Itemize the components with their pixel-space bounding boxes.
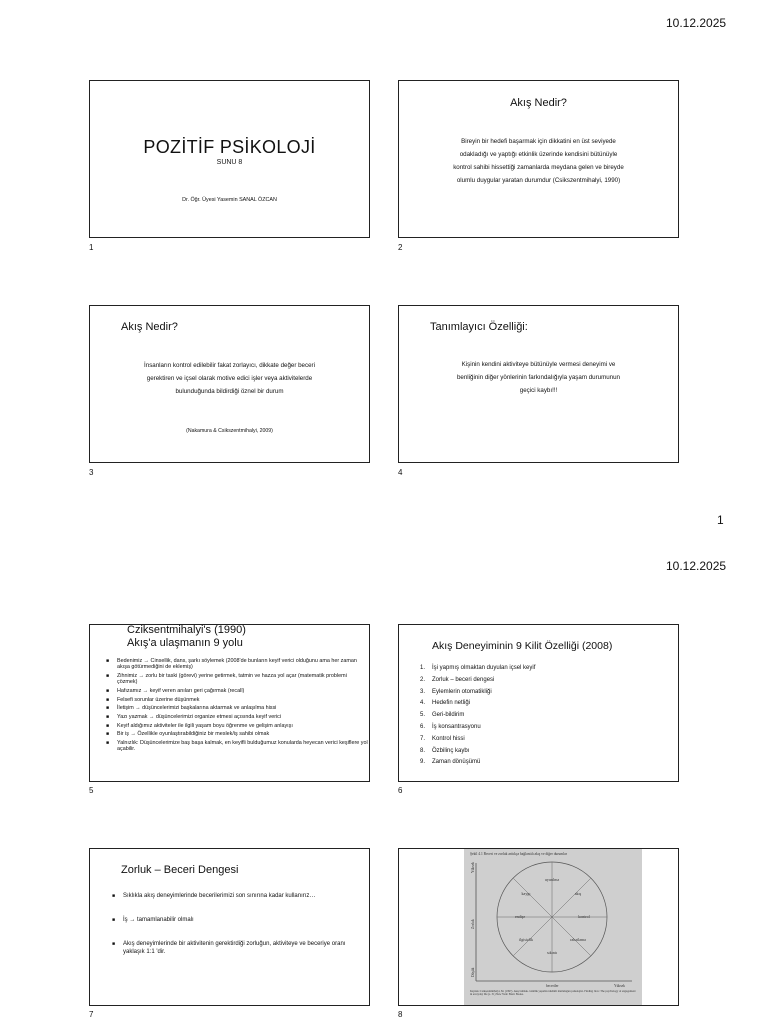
segment-label: akış <box>574 891 582 896</box>
slide-title: Akış Nedir? <box>121 321 178 333</box>
segment-label: kaygı <box>521 891 531 896</box>
list-item: 7. Kontrol hissi <box>420 735 465 742</box>
segment-label: kontrol <box>578 914 590 919</box>
page-number: 1 <box>717 513 724 527</box>
list-item: 2. Zorluk – beceri dengesi <box>420 676 495 683</box>
list-item: ■ Zihnimiz → zorlu bir taski (görevi) yerine getirmek, tatmin ve hazza yol açar (matematik problemi çözmek) <box>106 673 368 686</box>
list-item: ■ Yazı yazmak → düşüncelerimizi organize etmesi açısında keyif verici <box>106 714 368 720</box>
page2-date: 10.12.2025 <box>666 559 727 573</box>
slide-title: Zorluk – Beceri Dengesi <box>121 864 239 876</box>
bullet-list <box>106 658 368 755</box>
list-item: ■ Yalnızlık: Düşüncelerimize baş başa kalmak, en keyifli bulduğumuz konularda heyecan verici keşiflere yol açabilir. <box>106 740 368 753</box>
list-item: ■ Akış deneyimlerinde bir aktivitenin gerektirdiği zorluğun, aktiviteye ve beceriye oranı yaklaşık 1:1 'dir. <box>112 940 358 956</box>
slide-body <box>399 135 678 187</box>
slide-1[interactable] <box>89 80 370 238</box>
slide-title: Tanımlayıcı Özelliği: <box>430 321 528 333</box>
slide-number: 4 <box>398 468 403 477</box>
list-item: 6. İş konsantrasyonu <box>420 723 481 730</box>
segment-label: sıkıntı <box>546 950 558 955</box>
numbered-list <box>420 663 535 769</box>
slide-author: Dr. Öğr. Üyesi Yasemin SANAL ÖZCAN <box>182 197 277 203</box>
body-line: kontrol sahibi hissettiği zamanlarda meydana gelen ve bireyde <box>453 164 624 171</box>
body-line: olumlu duygular yaratan durumdur (Csikszentmihalyi, 1990) <box>456 177 621 184</box>
axis-y-low: Düşük <box>471 967 475 977</box>
list-item: 5. Geri-bildirim <box>420 712 465 719</box>
list-item: ■ Bedenimiz → Cinsellik, dans, şarkı söylemek (2008'de bunların keyif verici olduğunu ama her zaman akışa götürmediğini de eklemiş) <box>106 658 368 671</box>
list-item: 1. İşi yapmış olmaktan duyulan içsel keyif <box>420 665 536 671</box>
page1-date: 10.12.2025 <box>666 16 727 30</box>
body-line: geçici kaybı!!! <box>519 387 558 394</box>
slide-2[interactable] <box>398 80 679 238</box>
slide-number: 6 <box>398 786 403 795</box>
slide-number: 3 <box>89 468 94 477</box>
body-line: gerektiren ve içsel olarak motive edici işler veya aktivitelerde <box>146 375 313 382</box>
segment-label: endişe <box>514 914 526 919</box>
slide-number: 2 <box>398 243 403 252</box>
list-item: 3. Eylemlerin otomatikliği <box>420 688 492 695</box>
body-line: odakladığı ve yaptığı etkinlik üzerinde kendisini bütünüyle <box>459 151 618 158</box>
figure-caption: Şekil 4.1 Beceri ve zorluk arttıkça bağlantılı akış ve diğer durumlar <box>470 852 567 856</box>
axis-y-high: Yüksek <box>471 862 475 873</box>
scanned-figure <box>464 849 642 1006</box>
title-line: Cziksentmihalyi's (1990) <box>127 624 246 636</box>
body-line: Kişinin kendini aktiviteye bütünüyle vermesi deneyimi ve <box>461 361 616 368</box>
flow-diagram <box>464 849 642 1006</box>
slide-citation: (Nakamura & Csikszentmihalyi, 2009) <box>186 428 273 434</box>
figure-source: Kaynak: Csikszentmihalyi, M. (1997). Akış bulmak. Günlük yaşamla nitelikli mutluluğun psikolojisi. Finding flow: The psychology of engagement in everyday life (s. 31) New York: Basic Books. <box>470 990 636 997</box>
list-item: ■ İş → tamamlanabilir olmalı <box>112 916 358 924</box>
slide-number: 8 <box>398 1010 403 1019</box>
list-item: 8. Özbilinç kaybı <box>420 747 470 754</box>
slide-body <box>399 358 678 397</box>
slide-title: Akış Nedir? <box>510 97 567 109</box>
axis-x-high: Yüksek <box>614 984 625 988</box>
body-line: benliğinin diğer yönlerinin farkındalığıyla yaşam durumunun <box>456 374 621 381</box>
segment-label: rahatlama <box>570 937 586 942</box>
segment-label: uyarılma <box>544 877 560 882</box>
slide-8[interactable] <box>398 848 679 1006</box>
slide-body <box>90 359 369 398</box>
slide-4[interactable] <box>398 305 679 463</box>
list-item: 9. Zaman dönüşümü <box>420 759 481 766</box>
list-item: ■ Felsefi sorunlar üzerine düşünmek <box>106 697 368 703</box>
body-line: bulunduğunda bildirdiği öznel bir durum <box>175 388 284 395</box>
slide-number: 5 <box>89 786 94 795</box>
body-line: Bireyin bir hedefi başarmak için dikkatini en üst seviyede <box>461 138 616 145</box>
slide-5[interactable] <box>89 624 370 782</box>
list-item: ■ Keyif aldığımız aktiviteler ile ilgili yaşam boyu öğrenme ve gelişim anlayışı <box>106 723 368 729</box>
slide-7[interactable] <box>89 848 370 1006</box>
list-item: ■ Bir iş → Özellikle oyunlaştırabildiğiniz bir meslek/iş sahibi olmak <box>106 731 368 737</box>
title-line: Akış'a ulaşmanın 9 yolu <box>127 637 243 649</box>
list-item: ■ İletişim → düşüncelerimizi başkalarına aktarmak ve anlaşılma hissi <box>106 705 368 711</box>
slide-number: 1 <box>89 243 94 252</box>
slide-number: 7 <box>89 1010 94 1019</box>
slide-3[interactable] <box>89 305 370 463</box>
list-item: ■ Hafızamız → keyif veren anıları geri çağırmak (recall) <box>106 688 368 694</box>
bullet-list <box>112 892 358 958</box>
slide-title: Akış Deneyiminin 9 Kilit Özelliği (2008) <box>432 640 613 652</box>
slide-title: POZİTİF PSİKOLOJİ <box>143 137 316 157</box>
slide-6[interactable] <box>398 624 679 782</box>
axis-x-label: beceriler <box>546 984 559 988</box>
list-item: ■ Sıklıkla akış deneyimlerinde becerilerimizi son sınırına kadar kullanırız… <box>112 892 358 900</box>
body-line: İnsanların kontrol edilebilir fakat zorlayıcı, dikkate değer beceri <box>144 362 315 369</box>
segment-label: ilgisizlik <box>519 937 533 942</box>
slide-subtitle: SUNU 8 <box>216 159 243 166</box>
slide-title <box>127 624 246 650</box>
list-item: 4. Hedefin netliği <box>420 700 471 707</box>
axis-y-label: Zorluk <box>471 919 475 929</box>
